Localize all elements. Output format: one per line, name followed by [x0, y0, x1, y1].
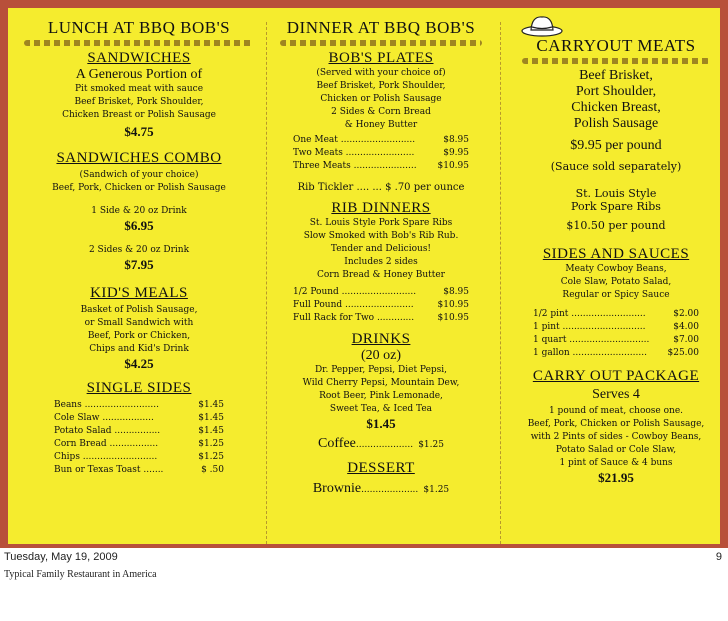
sandwiches-subtitle: A Generous Portion of: [75, 67, 203, 82]
combo-line: (Sandwich of your choice): [79, 170, 199, 180]
plates-line: Chicken or Polish Sausage: [320, 94, 442, 104]
dessert-dots: ....................: [361, 485, 419, 495]
combo-option-1: 1 Side & 20 oz Drink: [91, 206, 187, 216]
kids-title: KID'S MEALS: [90, 285, 188, 301]
list-item: Full Pound ........................ $10.95: [293, 300, 469, 310]
sandwiches-line: Beef Brisket, Pork Shoulder,: [74, 97, 204, 107]
plates-line: 2 Sides & Corn Bread: [331, 107, 431, 117]
slide-caption: Typical Family Restaurant in America: [4, 569, 157, 580]
list-item: 1 pint ............................. $4.00: [533, 322, 699, 332]
lunch-heading: LUNCH AT BBQ BOB'S: [47, 18, 231, 37]
coffee-dots: ....................: [355, 440, 414, 450]
rib-dinners-line: Corn Bread & Honey Butter: [317, 270, 445, 280]
cowboy-hat-icon: [520, 12, 564, 38]
combo-title: SANDWICHES COMBO: [56, 150, 222, 166]
list-item: 1/2 Pound .......................... $8.95: [293, 287, 469, 297]
list-item: 1 gallon .......................... $25.00: [533, 348, 699, 358]
kids-line: or Small Sandwich with: [84, 318, 194, 328]
combo-option-2: 2 Sides & 20 oz Drink: [88, 245, 190, 255]
rope-divider: [280, 40, 482, 46]
dessert-name: Brownie: [312, 481, 362, 496]
list-item: Three Meats ...................... $10.95: [293, 161, 469, 171]
package-serves: Serves 4: [592, 387, 640, 402]
package-price: $21.95: [598, 470, 634, 485]
rib-dinners-title: RIB DINNERS: [331, 200, 431, 216]
drinks-line: Wild Cherry Pepsi, Mountain Dew,: [302, 378, 460, 388]
kids-line: Beef, Pork or Chicken,: [87, 331, 191, 341]
list-item: 1/2 pint .......................... $2.00: [533, 309, 699, 319]
page-number: 9: [715, 551, 722, 563]
plates-line: Beef Brisket, Pork Shoulder,: [316, 81, 446, 91]
combo-price-2: $7.95: [124, 257, 154, 272]
list-item: Full Rack for Two ............. $10.95: [293, 313, 469, 323]
package-line: 1 pound of meat, choose one.: [548, 406, 684, 416]
combo-price-1: $6.95: [124, 218, 154, 233]
list-item: Two Meats ........................ $9.95: [293, 148, 469, 158]
carryout-heading: CARRYOUT MEATS: [536, 36, 696, 55]
coffee-price: $1.25: [418, 440, 444, 450]
carryout-meats-price: $9.95 per pound: [570, 138, 662, 153]
kids-line: Chips and Kid's Drink: [89, 344, 189, 354]
carryout-meat: Beef Brisket,: [579, 68, 653, 83]
footer-date: Tuesday, May 19, 2009: [4, 551, 118, 563]
list-item: Corn Bread ................. $1.25: [54, 439, 224, 449]
rib-dinners-line: Includes 2 sides: [344, 257, 418, 267]
drinks-size: (20 oz): [360, 348, 402, 363]
kids-price: $4.25: [124, 356, 154, 371]
ribs-title: St. Louis Style: [575, 187, 657, 200]
plates-line: (Served with your choice of): [316, 68, 446, 78]
package-title: CARRY OUT PACKAGE: [532, 368, 700, 384]
carryout-meat: Polish Sausage: [573, 116, 659, 131]
combo-line: Beef, Pork, Chicken or Polish Sausage: [52, 183, 226, 193]
coffee-name: Coffee: [318, 436, 356, 451]
lunch-column: [20, 8, 258, 544]
plates-title: BOB'S PLATES: [328, 50, 434, 66]
sandwiches-line: Chicken Breast or Polish Sausage: [62, 110, 216, 120]
sauce-note: (Sauce sold separately): [550, 160, 682, 173]
dinner-heading: DINNER AT BBQ BOB'S: [286, 18, 476, 37]
column-divider: [500, 22, 501, 544]
single-sides-list: [54, 399, 224, 477]
menu-panel: [8, 8, 720, 544]
dinner-column: [276, 8, 486, 544]
package-line: Potato Salad or Cole Slaw,: [555, 445, 677, 455]
package-line: Beef, Pork, Chicken or Polish Sausage,: [527, 419, 705, 429]
carryout-meat: Chicken Breast,: [571, 100, 661, 115]
drinks-line: Sweet Tea, & Iced Tea: [329, 404, 433, 414]
dessert-title: DESSERT: [347, 460, 415, 476]
column-divider: [266, 22, 267, 544]
rib-dinners-line: Tender and Delicious!: [330, 244, 432, 254]
rib-tickler: Rib Tickler .... ... $ .70 per ounce: [297, 182, 465, 193]
drinks-line: Dr. Pepper, Pepsi, Diet Pepsi,: [314, 365, 448, 375]
drinks-title: DRINKS: [351, 331, 411, 347]
list-item: Bun or Texas Toast ....... $ .50: [54, 465, 224, 475]
single-sides-title: SINGLE SIDES: [86, 380, 192, 396]
sandwiches-line: Pit smoked meat with sauce: [74, 84, 204, 94]
list-item: Cole Slaw .................. $1.45: [54, 413, 224, 423]
carryout-column: [518, 8, 714, 544]
rib-dinners-price-list: [293, 286, 469, 325]
coffee-row: [276, 432, 486, 452]
list-item: Beans .......................... $1.45: [54, 400, 224, 410]
rib-dinners-line: Slow Smoked with Bob's Rib Rub.: [303, 231, 459, 241]
sides-sauces-line: Regular or Spicy Sauce: [562, 290, 670, 300]
sides-sauces-line: Meaty Cowboy Beans,: [565, 264, 667, 274]
sandwiches-price: $4.75: [124, 124, 154, 139]
kids-line: Basket of Polish Sausage,: [80, 305, 198, 315]
rib-dinners-line: St. Louis Style Pork Spare Ribs: [309, 218, 453, 228]
sides-sauces-price-list: [533, 308, 699, 360]
drinks-line: Root Beer, Pink Lemonade,: [319, 391, 443, 401]
dessert-price: $1.25: [423, 485, 450, 495]
list-item: One Meat .......................... $8.95: [293, 135, 469, 145]
package-line: with 2 Pints of sides - Cowboy Beans,: [530, 432, 702, 442]
plates-price-list: [293, 134, 469, 173]
list-item: 1 quart ............................ $7.00: [533, 335, 699, 345]
ribs-subtitle: Pork Spare Ribs: [571, 200, 661, 213]
package-line: 1 pint of Sauce & 4 buns: [559, 458, 673, 468]
sides-sauces-line: Cole Slaw, Potato Salad,: [560, 277, 672, 287]
list-item: Potato Salad ................ $1.45: [54, 426, 224, 436]
rope-divider: [24, 40, 254, 46]
sides-sauces-title: SIDES AND SAUCES: [542, 246, 690, 262]
rope-divider: [522, 58, 710, 64]
dessert-row: [276, 477, 486, 497]
list-item: Chips .......................... $1.25: [54, 452, 224, 462]
ribs-price: $10.50 per pound: [566, 219, 666, 232]
drinks-price: $1.45: [366, 416, 396, 431]
plates-line: & Honey Butter: [344, 120, 418, 130]
sandwiches-title: SANDWICHES: [87, 50, 191, 66]
carryout-meat: Port Shoulder,: [575, 84, 657, 99]
